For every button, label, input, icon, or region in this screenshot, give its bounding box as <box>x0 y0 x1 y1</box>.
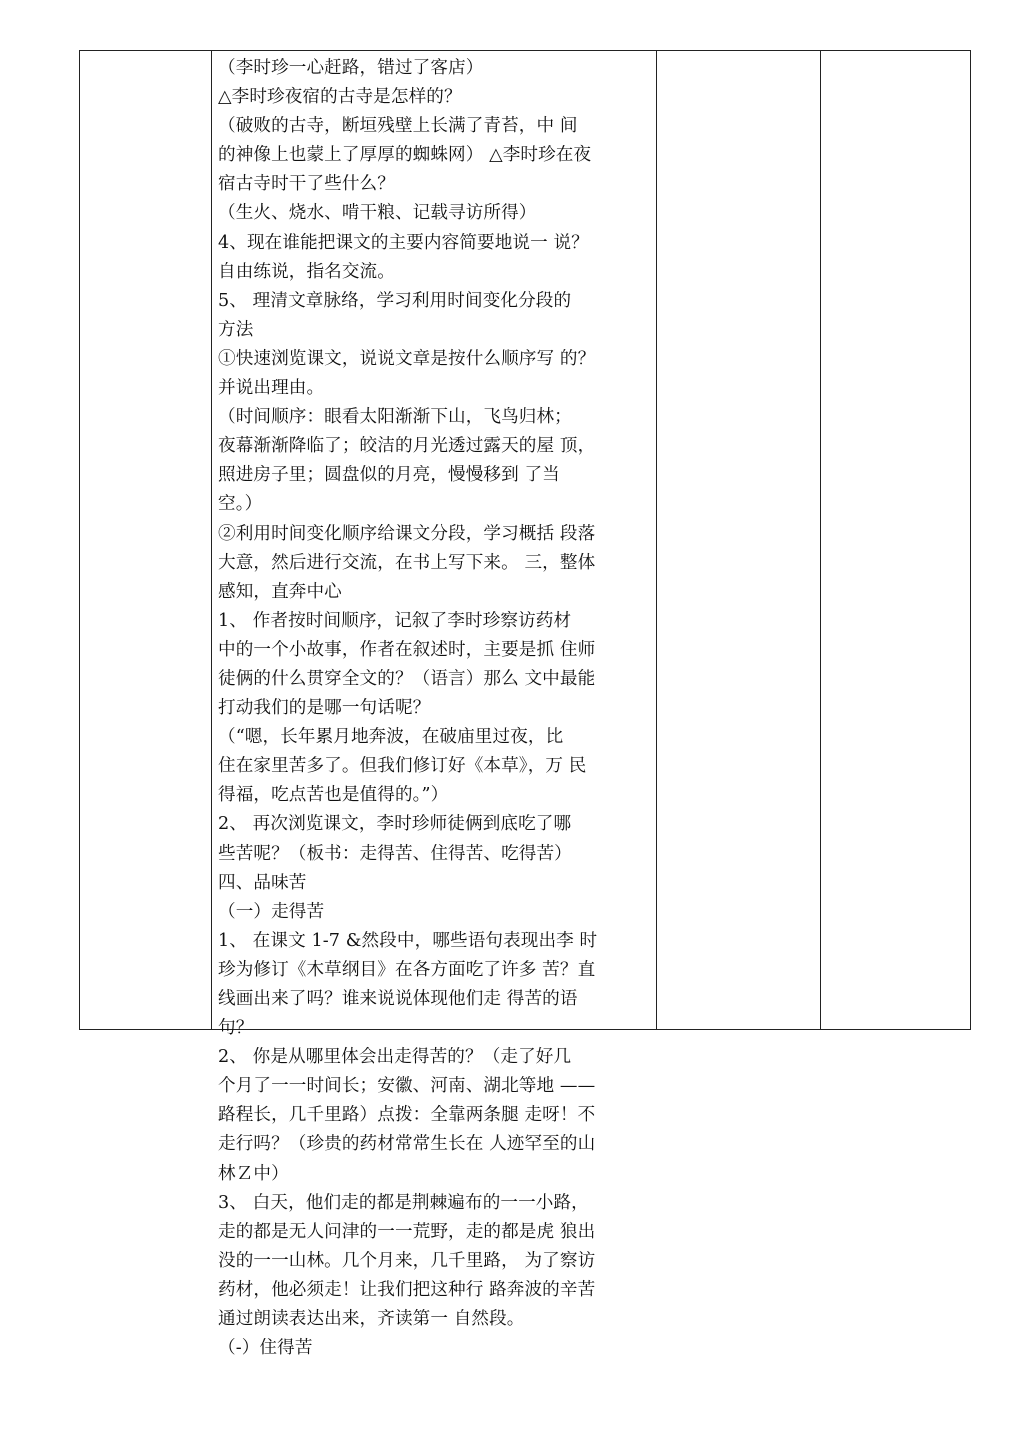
text-line: 路程长，几千里路）点拨：全靠两条腿 走呀！不 <box>218 1105 596 1126</box>
text-line: 句？ <box>218 1018 254 1039</box>
text-line: 4、现在谁能把课文的主要内容简要地说一 说？ <box>218 232 589 253</box>
text-line: （生火、烧水、啃干粮、记载寻访所得） <box>218 203 537 224</box>
text-line: 四、品味苦 <box>218 872 307 893</box>
text-line: 3、 白天，他们走的都是荆棘遍布的一一小路， <box>218 1192 589 1213</box>
text-line: 走的都是无人问津的一一荒野，走的都是虎 狼出 <box>218 1221 596 1242</box>
text-line: 宿古寺时干了些什么？ <box>218 174 395 195</box>
text-line: 2、 再次浏览课文，李时珍师徒俩到底吃了哪 <box>218 814 572 835</box>
text-line: （-）住得苦 <box>218 1338 313 1359</box>
text-line: 的神像上也蒙上了厚厚的蜘蛛网） △李时珍在夜 <box>218 145 592 166</box>
text-line: 感知，直奔中心 <box>218 581 342 602</box>
text-line: 自由练说，指名交流。 <box>218 261 395 282</box>
text-line: 个月了一一时间长；安徽、河南、湖北等地 —— <box>218 1076 596 1097</box>
third-column-cell <box>657 51 820 1029</box>
text-line: 住在家里苦多了。但我们修订好《本草》，万 民 <box>218 756 587 777</box>
text-line: 打动我们的是哪一句话呢？ <box>218 698 431 719</box>
column-divider-1 <box>211 51 212 1029</box>
text-line: 1、 在课文 1-7 &然段中，哪些语句表现出李 时 <box>218 930 598 951</box>
text-line: 走行吗？（珍贵的药材常常生长在 人迹罕至的山 <box>218 1134 596 1155</box>
text-line: 照进房子里；圆盘似的月亮，慢慢移到 了当 <box>218 465 560 486</box>
text-line: （“嗯，长年累月地奔波，在破庙里过夜，比 <box>218 727 564 748</box>
text-line: 林Ｚ中） <box>218 1163 289 1184</box>
text-line: 1、 作者按时间顺序，记叙了李时珍察访药材 <box>218 610 572 631</box>
text-line: 5、 理清文章脉络，学习利用时间变化分段的 <box>218 290 572 311</box>
text-line: ①快速浏览课文，说说文章是按什么顺序写 的？ <box>218 348 596 369</box>
text-line: 药材，他必须走！让我们把这种行 路奔波的辛苦 <box>218 1279 596 1300</box>
text-line: △李时珍夜宿的古寺是怎样的？ <box>218 87 462 108</box>
text-line: 通过朗读表达出来，齐读第一 自然段。 <box>218 1309 525 1330</box>
text-line: （一）走得苦 <box>218 901 325 922</box>
text-line: 珍为修订《木草纲目》在各方面吃了许多 苦？直 <box>218 959 596 980</box>
text-line: （破败的古寺，断垣残壁上长满了青苔，中 间 <box>218 116 578 137</box>
text-line: 没的一一山林。几个月来，几千里路， 为了察访 <box>218 1250 596 1271</box>
text-line: 空。） <box>218 494 263 515</box>
text-line: 夜幕渐渐降临了；皎洁的月光透过露天的屋 顶， <box>218 436 596 457</box>
text-line: （李时珍一心赶路，错过了客店） <box>218 58 484 78</box>
first-column-cell <box>80 51 211 1029</box>
text-line: 得福，吃点苦也是值得的。”） <box>218 785 449 806</box>
text-line: 中的一个小故事，作者在叙述时，主要是抓 住师 <box>218 639 596 660</box>
text-line: 并说出理由。 <box>218 378 325 399</box>
text-line: 些苦呢？（板书：走得苦、住得苦、吃得苦） <box>218 843 572 864</box>
text-line: ②利用时间变化顺序给课文分段，学习概括 段落 <box>218 523 596 544</box>
lesson-content-cell <box>218 54 652 1363</box>
text-line: 2、 你是从哪里体会出走得苦的？（走了好几 <box>218 1047 572 1068</box>
text-line: （时间顺序：眼看太阳渐渐下山，飞鸟归林； <box>218 407 572 428</box>
fourth-column-cell <box>821 51 971 1029</box>
text-line: 方法 <box>218 319 254 340</box>
text-line: 徒俩的什么贯穿全文的？（语言）那么 文中最能 <box>218 668 596 689</box>
text-line: 线画出来了吗？谁来说说体现他们走 得苦的语 <box>218 989 578 1009</box>
text-line: 大意，然后进行交流，在书上写下来。 三，整体 <box>218 552 596 573</box>
